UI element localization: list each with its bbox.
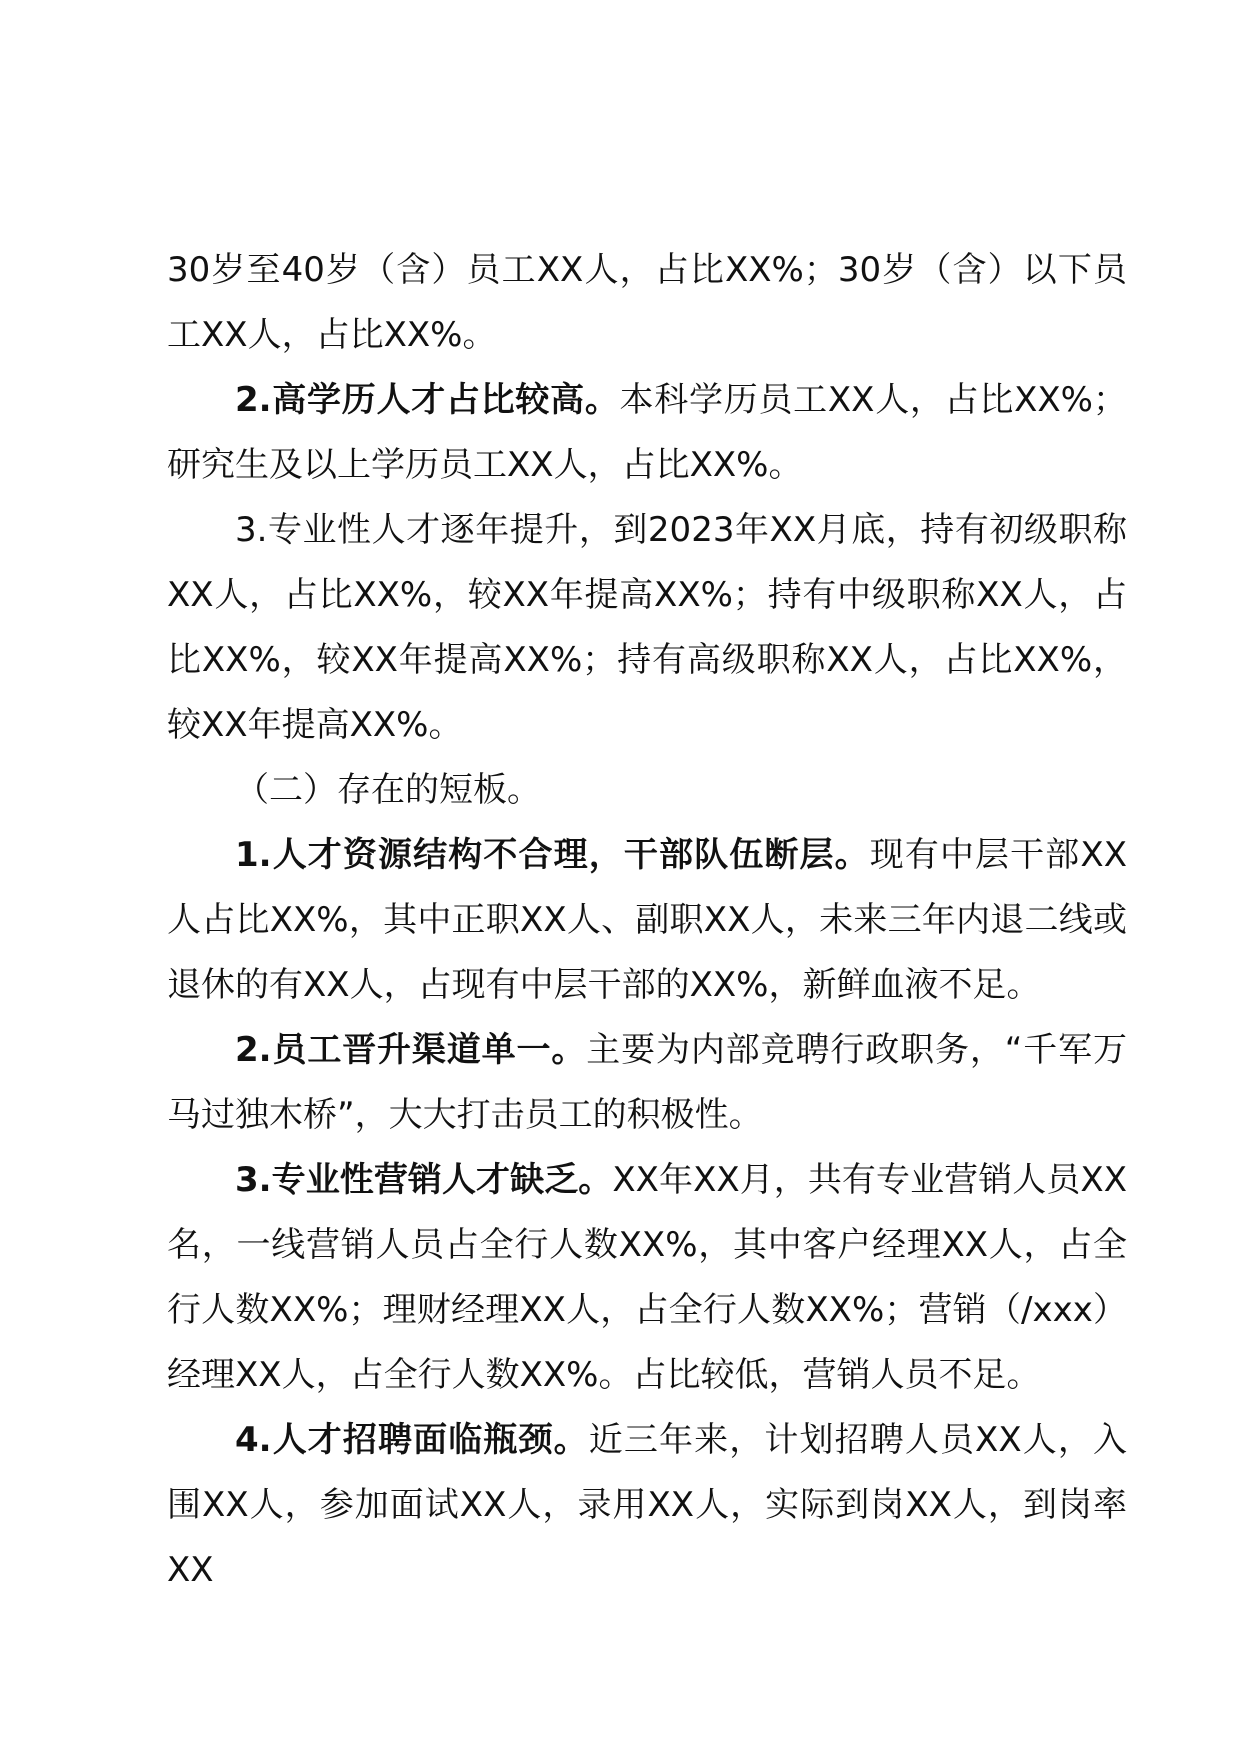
paragraph-text: 3.专业性人才逐年提升，到2023年XX月底，持有初级职称XX人，占比XX%，较XX年提高XX%；持有中级职称XX人，占比XX%，较XX年提高XX%；持有高级职称XX人，占比XX%，较XX年提高XX%。 [167,510,1127,745]
paragraph-marketing-talent [167,1148,1127,1408]
paragraph-promotion-channel [167,1018,1127,1148]
paragraph-heading: 4.人才招聘面临瓶颈。 [235,1420,589,1460]
paragraph-age-distribution [167,238,1127,368]
paragraph-cadre-structure [167,823,1127,1018]
paragraph-heading: 3.专业性营销人才缺乏。 [235,1160,613,1200]
paragraph-text: 近三年来，计划招聘人员XX人，入围XX人，参加面试XX人，录用XX人，实际到岗XX人，到岗率XX [167,1420,1127,1590]
paragraph-text: （二）存在的短板。 [235,770,541,810]
paragraph-text: 30岁至40岁（含）员工XX人，占比XX%；30岁（含）以下员工XX人，占比XX%。 [167,250,1127,355]
paragraph-heading: 2.高学历人才占比较高。 [235,380,620,420]
paragraph-education [167,368,1127,498]
paragraph-text: XX年XX月，共有专业营销人员XX名，一线营销人员占全行人数XX%，其中客户经理XX人，占全行人数XX%；理财经理XX人，占全行人数XX%；营销（/xxx）经理XX人，占全行人数XX%。占比较低，营销人员不足。 [167,1160,1127,1395]
paragraph-recruitment [167,1408,1127,1603]
paragraph-heading: 1.人才资源结构不合理，干部队伍断层。 [235,835,870,875]
section-heading-shortcomings [167,758,1127,823]
paragraph-text: 本科学历员工XX人，占比XX%；研究生及以上学历员工XX人，占比XX%。 [167,380,1127,485]
paragraph-text: 主要为内部竞聘行政职务，“千军万马过独木桥”，大大打击员工的积极性。 [167,1030,1127,1135]
paragraph-professional-titles [167,498,1127,758]
paragraph-heading: 2.员工晋升渠道单一。 [235,1030,587,1070]
paragraph-text: 现有中层干部XX人占比XX%，其中正职XX人、副职XX人，未来三年内退二线或退休的有XX人，占现有中层干部的XX%，新鲜血液不足。 [167,835,1127,1005]
document-body [167,238,1127,1603]
